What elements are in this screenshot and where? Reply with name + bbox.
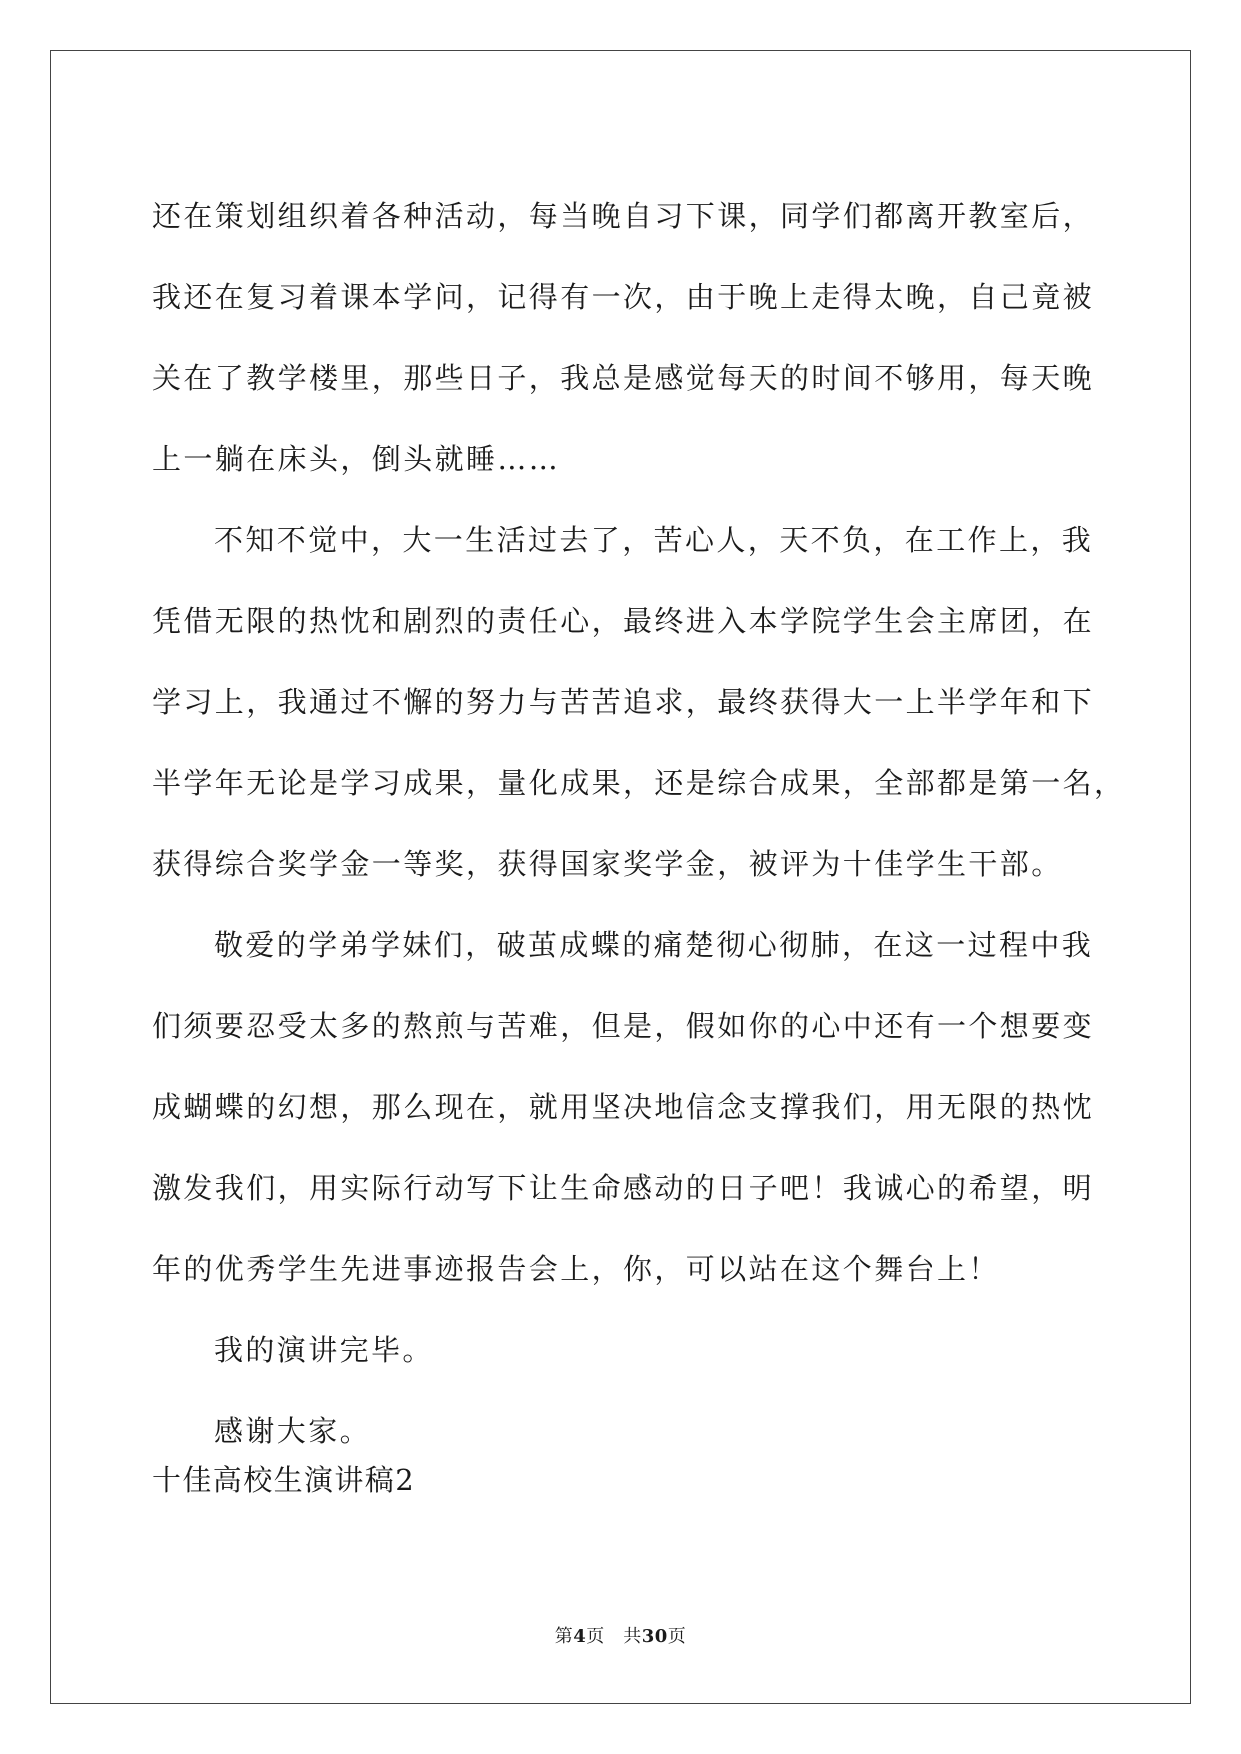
body-line-16: 感谢大家。 (214, 1414, 372, 1448)
body-line-7: 学习上，我通过不懈的努力与苦苦追求，最终获得大一上半学年和下 (152, 685, 1095, 719)
body-line-3: 关在了教学楼里，那些日子，我总是感觉每天的时间不够用，每天晚 (152, 361, 1095, 395)
section-heading: 十佳高校生演讲稿2 (152, 1463, 416, 1497)
footer-current-page: 4 (573, 1626, 587, 1647)
footer-suffix: 页 (667, 1626, 687, 1647)
page-footer (0, 1622, 1241, 1648)
body-line-2: 我还在复习着课本学问，记得有一次，由于晚上走得太晚，自己竟被 (152, 280, 1095, 314)
body-line-9: 获得综合奖学金一等奖，获得国家奖学金，被评为十佳学生干部。 (152, 847, 1063, 881)
body-line-12: 成蝴蝶的幻想，那么现在，就用坚决地信念支撑我们，用无限的热忱 (152, 1090, 1095, 1124)
body-line-11: 们须要忍受太多的熬煎与苦难，但是，假如你的心中还有一个想要变 (152, 1009, 1095, 1043)
footer-total-pages: 30 (641, 1626, 668, 1647)
footer-middle: 页 共 (586, 1626, 642, 1647)
body-line-10: 敬爱的学弟学妹们，破茧成蝶的痛楚彻心彻肺，在这一过程中我 (214, 928, 1094, 962)
body-line-1: 还在策划组织着各种活动，每当晚自习下课，同学们都离开教室后， (152, 199, 1095, 233)
body-line-4: 上一躺在床头，倒头就睡…… (152, 442, 561, 476)
footer-prefix: 第 (554, 1626, 574, 1647)
document-body (152, 176, 1126, 1472)
body-line-8: 半学年无论是学习成果，量化成果，还是综合成果，全部都是第一名， (152, 766, 1126, 800)
body-line-13: 激发我们，用实际行动写下让生命感动的日子吧！我诚心的希望，明 (152, 1171, 1095, 1205)
body-line-5: 不知不觉中，大一生活过去了，苦心人，天不负，在工作上，我 (214, 523, 1094, 557)
body-line-15: 我的演讲完毕。 (214, 1333, 434, 1367)
body-line-14: 年的优秀学生先进事迹报告会上，你，可以站在这个舞台上！ (152, 1252, 1000, 1286)
body-line-6: 凭借无限的热忱和剧烈的责任心，最终进入本学院学生会主席团，在 (152, 604, 1095, 638)
